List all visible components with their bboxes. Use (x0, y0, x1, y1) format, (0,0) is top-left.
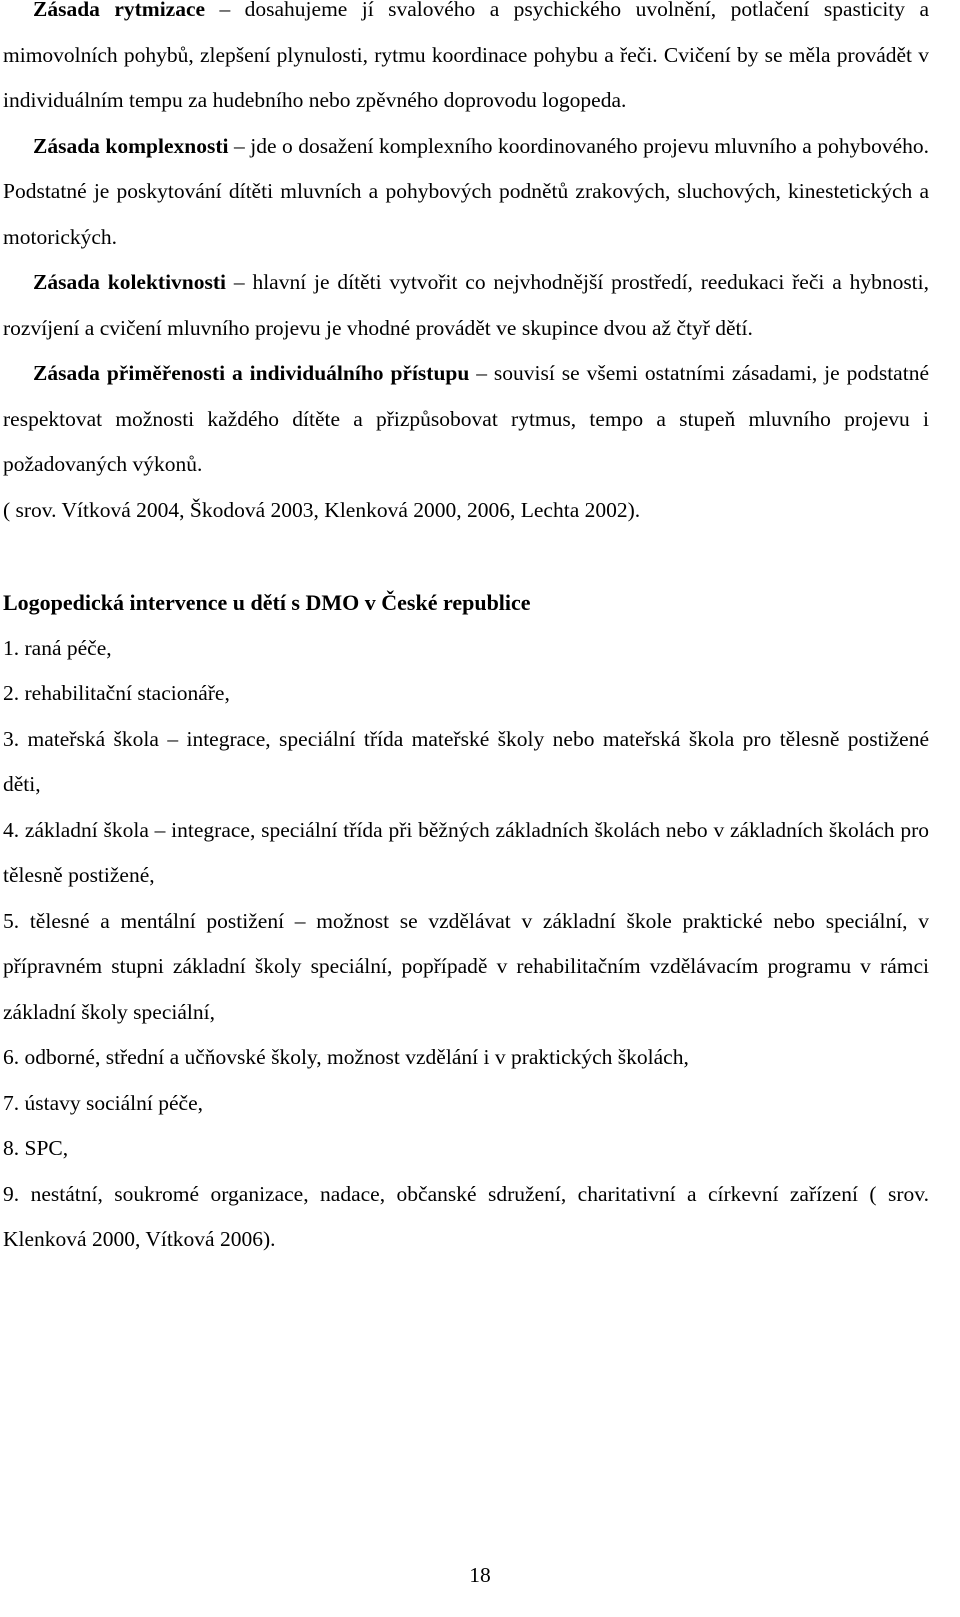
paragraph-rytmizace (3, 0, 929, 124)
term-rytmizace: Zásada rytmizace (33, 0, 206, 21)
text-rytmizace: – dosahujeme jí svalového a psychického uvolnění, potlačení spasticity a mimovolních pohybů, zlepšení plynulosti, rytmu koordinace pohybu a řeči. Cvičení by se měla provádět v individuálním tempu za hudebního nebo zpěvného doprovodu logopeda. (3, 0, 929, 112)
text-komplexnosti: – jde o dosažení komplexního koordinovaného projevu mluvního a pohybového. Podstatné je poskytování dítěti mluvních a pohybových podnětů zrakových, sluchových, kinestetických a motorických. (3, 133, 929, 249)
list-item: 2. rehabilitační stacionáře, (3, 681, 230, 705)
list-item: 5. tělesné a mentální postižení – možnost se vzdělávat v základní škole praktické nebo speciální, v přípravném stupni základní školy speciální, popřípadě v rehabilitačním vzdělávacím programu v rámci základní školy speciální, (3, 908, 929, 1024)
term-primerenosti: Zásada přiměřenosti a individuálního přístupu (33, 361, 470, 385)
list-item: 3. mateřská škola – integrace, speciální třída mateřské školy nebo mateřská škola pro tělesně postižené děti, (3, 726, 929, 796)
page-number: 18 (469, 1563, 491, 1587)
list-item: 7. ústavy sociální péče, (3, 1090, 204, 1115)
citation: ( srov. Vítková 2004, Škodová 2003, Klenková 2000, 2006, Lechta 2002). (3, 497, 641, 522)
list-item: 1. raná péče, (3, 635, 112, 660)
paragraph-primerenosti (3, 351, 929, 488)
list-item: 6. odborné, střední a učňovské školy, možnost vzdělání i v praktických školách, (3, 1045, 689, 1069)
text-kolektivnosti: – hlavní je dítěti vytvořit co nejvhodnější prostředí, reedukaci řeči a hybnosti, rozvíjení a cvičení mluvního projevu je vhodné provádět ve skupince dvou až čtyř dětí. (3, 270, 930, 340)
document-body (3, 0, 929, 1263)
term-komplexnosti: Zásada komplexnosti (33, 133, 229, 158)
section-heading: Logopedická intervence u dětí s DMO v České republice (3, 590, 531, 615)
term-kolektivnosti: Zásada kolektivnosti (33, 270, 227, 294)
list-item: 9. nestátní, soukromé organizace, nadace, občanské sdružení, charitativní a církevní zařízení ( srov. Klenková 2000, Vítková 2006). (3, 1181, 929, 1251)
list-item: 8. SPC, (3, 1136, 69, 1160)
text-primerenosti: – souvisí se všemi ostatními zásadami, je podstatné respektovat možnosti každého dítěte a přizpůsobovat rytmus, tempo a stupeň mluvního projevu i požadovaných výkonů. (3, 361, 929, 476)
paragraph-kolektivnosti (3, 260, 929, 351)
list-item: 4. základní škola – integrace, speciální třída při běžných základních školách nebo v základních školách pro tělesně postižené, (3, 817, 929, 887)
paragraph-komplexnosti (3, 124, 929, 261)
intervention-list (3, 626, 929, 1263)
